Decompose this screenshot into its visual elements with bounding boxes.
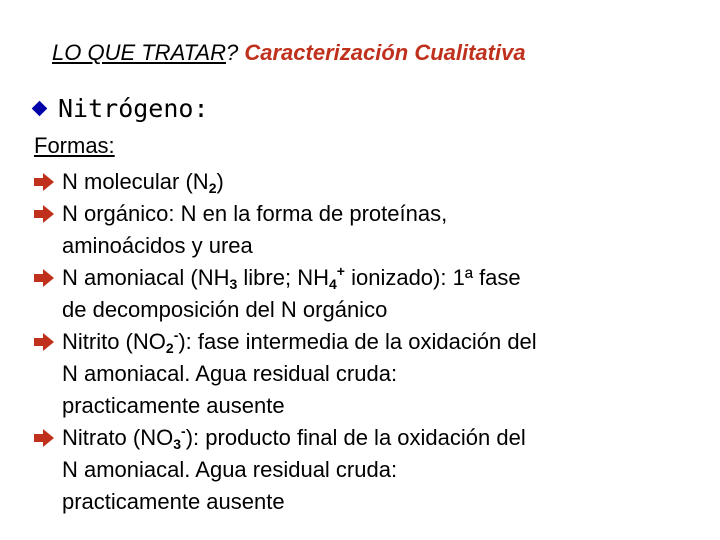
item-text: libre; NH <box>237 265 329 290</box>
item-text: ) <box>216 169 224 194</box>
item-line: de decomposición del N orgánico <box>62 297 388 322</box>
item-line: practicamente ausente <box>62 489 285 514</box>
diamond-bullet-icon <box>32 101 48 117</box>
forms-list <box>34 166 714 518</box>
slide-title <box>52 40 526 66</box>
arrow-right-icon <box>34 333 54 351</box>
list-item <box>34 422 714 518</box>
item-line: practicamente ausente <box>62 393 285 418</box>
section-heading <box>34 94 209 123</box>
title-lead: LO QUE TRATAR <box>52 40 226 65</box>
heading-text: Nitrógeno: <box>58 94 209 123</box>
item-line: N amoniacal. Agua residual cruda: <box>62 361 398 386</box>
item-text: ): producto final de la oxidación del <box>185 425 526 450</box>
item-line <box>62 326 714 358</box>
title-question-mark: ? <box>225 40 239 65</box>
arrow-right-icon <box>34 269 54 287</box>
item-line: N orgánico: N en la forma de proteínas, <box>62 201 448 226</box>
subscript: 4 <box>328 276 337 292</box>
arrow-right-icon <box>34 173 54 191</box>
subscript: 3 <box>173 436 182 452</box>
item-text: Nitrito (NO <box>62 329 166 354</box>
title-subtitle: Caracterización Cualitativa <box>244 40 526 65</box>
list-item <box>34 262 714 326</box>
arrow-right-icon <box>34 429 54 447</box>
item-line: aminoácidos y urea <box>62 233 253 258</box>
item-text: ionizado): 1ª fase <box>344 265 521 290</box>
subscript: 3 <box>229 276 238 292</box>
list-item <box>34 166 714 198</box>
forms-label: Formas: <box>34 133 115 158</box>
superscript: - <box>173 327 179 343</box>
superscript: - <box>181 423 186 439</box>
subscript: 2 <box>165 340 174 356</box>
item-line <box>62 262 714 294</box>
arrow-right-icon <box>34 205 54 223</box>
item-line <box>62 422 714 454</box>
item-line: N amoniacal. Agua residual cruda: <box>62 457 398 482</box>
item-text: N amoniacal (NH <box>62 265 230 290</box>
item-text: N molecular (N <box>62 169 209 194</box>
list-item <box>34 326 714 422</box>
item-text: Nitrato (NO <box>62 425 174 450</box>
superscript: + <box>336 263 345 279</box>
subscript: 2 <box>208 180 217 196</box>
item-text: ): fase intermedia de la oxidación del <box>178 329 537 354</box>
list-item <box>34 198 714 262</box>
